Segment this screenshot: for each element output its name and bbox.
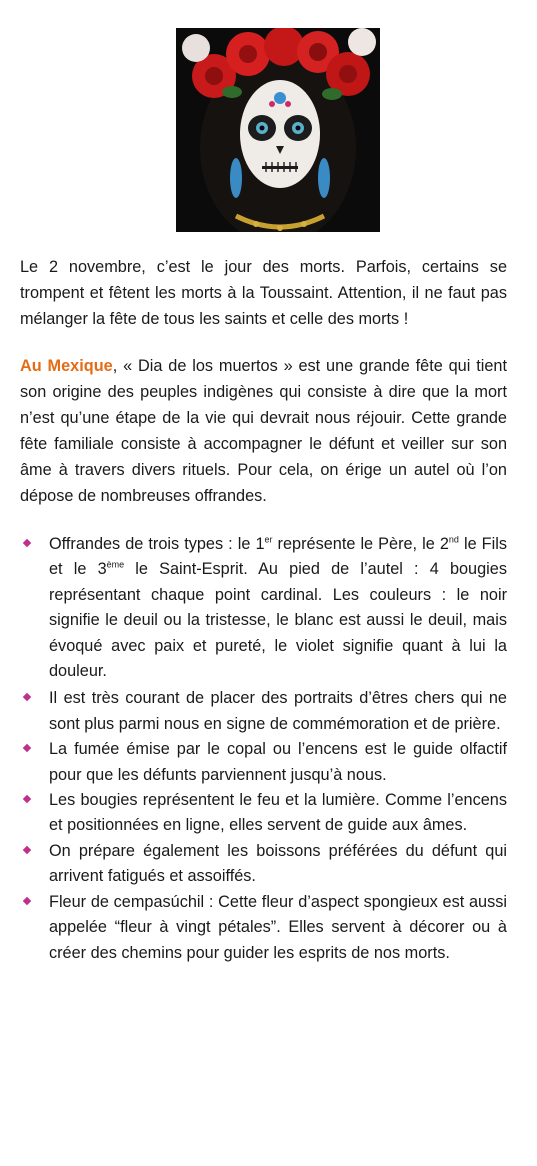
- list-item: Il est très courant de placer des portraits d’êtres chers qui ne sont plus parmi nous en signe de commémoration et de prière.: [20, 686, 507, 737]
- diamond-bullet-icon: [23, 693, 31, 701]
- catrina-illustration: [176, 28, 380, 232]
- diamond-bullet-icon: [23, 539, 31, 547]
- list-item: La fumée émise par le copal ou l’encens est le guide olfactif pour que les défunts parviennent jusqu’à nous.: [20, 737, 507, 788]
- mexique-text: , « Dia de los muertos » est une grande fête qui tient son origine des peuples indigènes qui consiste à dire que la mort n’est qu’une étape de la vie qui devrait nous réjouir. Cette grande fête familiale consiste à accompagner le défunt et veiller sur son âme à travers divers rituels. Pour cela, on érige un autel où l’on dépose de nombreuses offrandes.: [20, 357, 507, 505]
- diamond-bullet-icon: [23, 846, 31, 854]
- article: [20, 254, 507, 966]
- catrina-photo: [176, 28, 380, 232]
- list-item: Fleur de cempasúchil : Cette fleur d’aspect spongieux est aussi appelée “fleur à vingt pétales”. Elles servent à décorer ou à créer des chemins pour guider les esprits de nos morts.: [20, 890, 507, 966]
- diamond-bullet-icon: [23, 896, 31, 904]
- diamond-bullet-icon: [23, 744, 31, 752]
- mexique-paragraph: [20, 353, 507, 509]
- list-item: On prépare également les boissons préférées du défunt qui arrivent fatigués et assoiffés.: [20, 839, 507, 890]
- offerings-list: [20, 532, 507, 966]
- list-item: Offrandes de trois types : le 1er représente le Père, le 2nd le Fils et le 3ème le Saint-Esprit. Au pied de l’autel : 4 bougies représentant chaque point cardinal. Les couleurs : le noir signifie le deuil ou la tristesse, le blanc est aussi le deuil, mais évoqué avec paix et pureté, le violet signifie quant à lui la douleur.: [20, 532, 507, 684]
- mexique-highlight: Au Mexique: [20, 357, 113, 375]
- list-item: Les bougies représentent le feu et la lumière. Comme l’encens et positionnées en ligne, elles servent de guide aux âmes.: [20, 788, 507, 839]
- intro-paragraph: Le 2 novembre, c’est le jour des morts. Parfois, certains se trompent et fêtent les morts à la Toussaint. Attention, il ne faut pas mélanger la fête de tous les saints et celle des morts !: [20, 258, 507, 328]
- diamond-bullet-icon: [23, 795, 31, 803]
